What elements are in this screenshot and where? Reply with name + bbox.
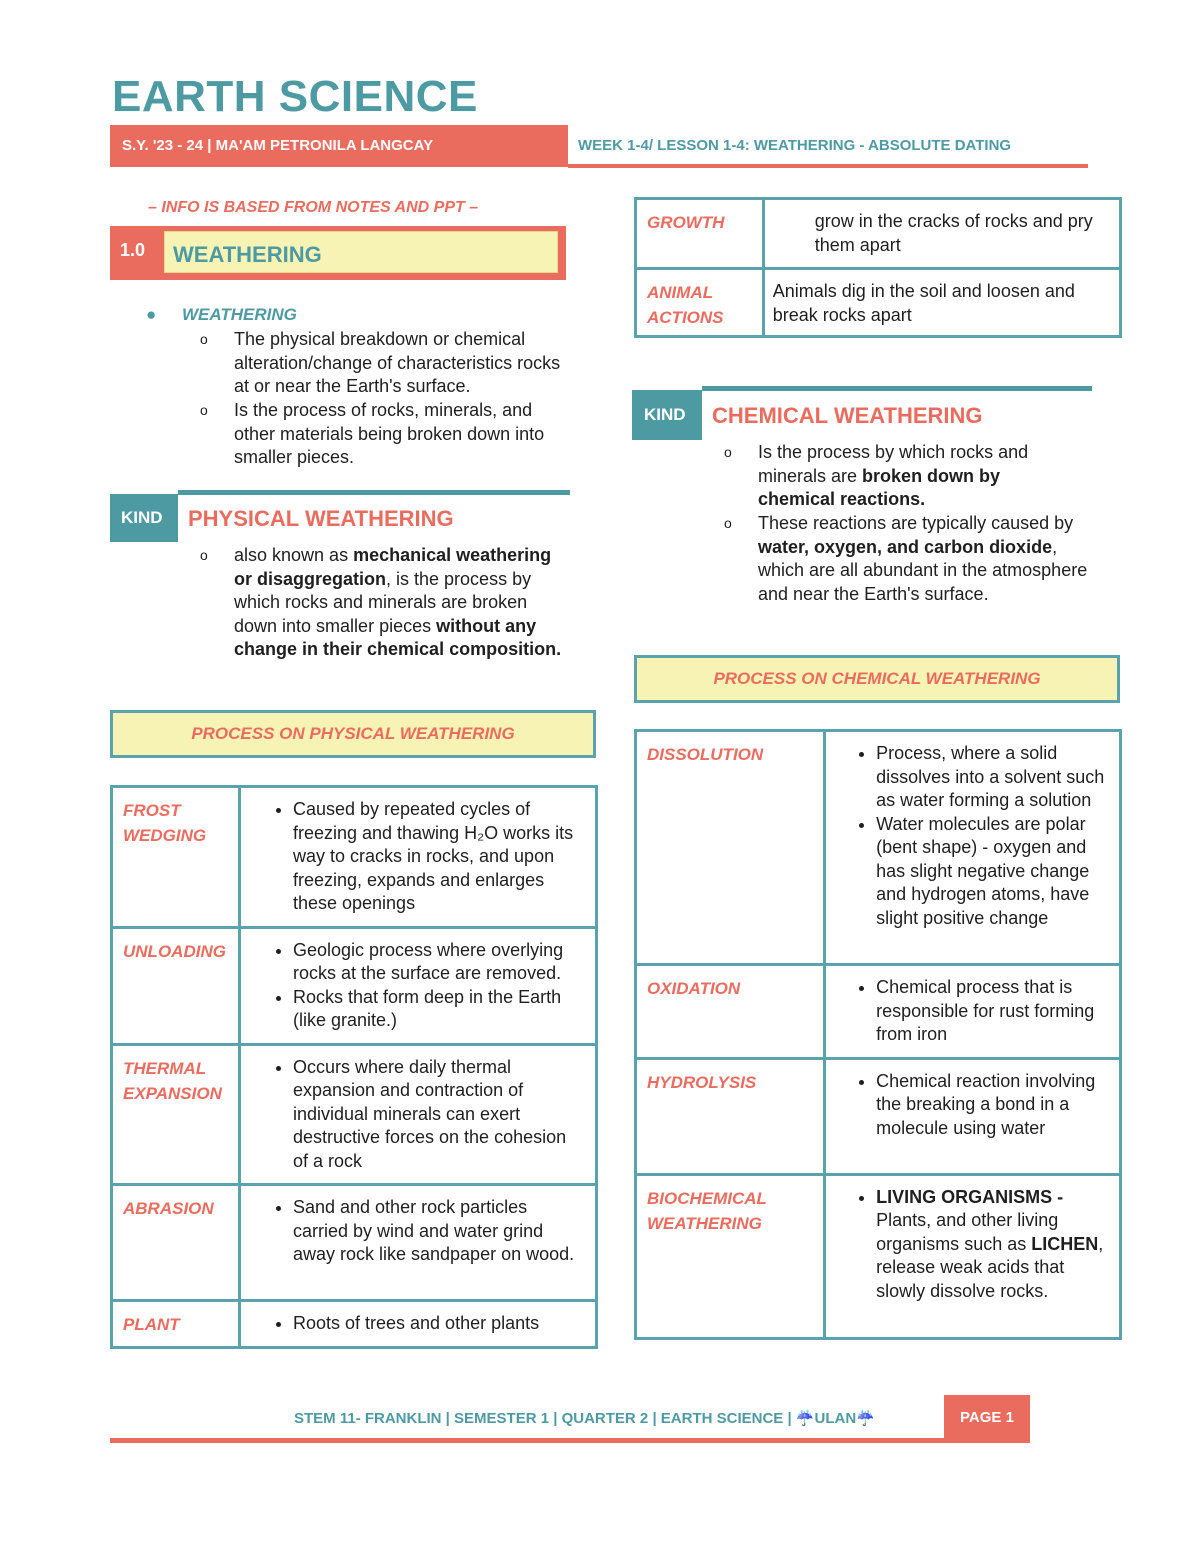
list-item: • Rocks that form deep in the Earth (like granite.) [293, 986, 583, 1033]
process-term: ANIMAL ACTIONS [636, 269, 764, 337]
chemical-definition-1: o Is the process by which rocks and minerals are broken down by chemical reactions. [724, 442, 1029, 509]
process-description: grow in the cracks of rocks and pry them apart [814, 211, 1093, 255]
process-term: UNLOADING [112, 927, 240, 1044]
weathering-definition-1: o The physical breakdown or chemical alteration/change of characteristics rocks at or near the Earth's surface. [200, 329, 561, 396]
circle-bullet-icon: o [724, 515, 732, 531]
physical-process-table [110, 785, 598, 1349]
list-item: • Caused by repeated cycles of freezing and thawing H₂O works its way to cracks in rocks, and upon freezing, expands and enlarges these openings [293, 798, 583, 916]
header-band [110, 125, 568, 167]
process-term: THERMAL EXPANSION [112, 1044, 240, 1185]
list-item: • Process, where a solid dissolves into a solvent such as water forming a solution [876, 742, 1107, 813]
list-item: • Roots of trees and other plants [293, 1312, 583, 1336]
weathering-term: ● WEATHERING [146, 305, 297, 324]
table-row [636, 1058, 1121, 1174]
table-row [636, 965, 1121, 1059]
table-row [636, 199, 1121, 269]
process-term: GROWTH [636, 199, 764, 269]
section-number: 1.0 [120, 240, 146, 260]
section-title: WEATHERING [173, 242, 322, 267]
table-row [112, 927, 597, 1044]
footer-text: STEM 11- FRANKLIN | SEMESTER 1 | QUARTER 2 | EARTH SCIENCE | ☔ULAN☔ [294, 1410, 875, 1427]
table-row [112, 1301, 597, 1348]
process-term: HYDROLYSIS [636, 1058, 825, 1174]
list-item: • Water molecules are polar (bent shape) - oxygen and has slight negative change and hydrogen atoms, have slight positive change [876, 813, 1107, 931]
weathering-definition-2: o Is the process of rocks, minerals, and other materials being broken down into smaller pieces. [200, 400, 545, 467]
table-row [112, 1044, 597, 1185]
bullet-icon: ● [146, 305, 157, 324]
table-row [112, 787, 597, 928]
circle-bullet-icon: o [200, 402, 208, 418]
process-physical-label: PROCESS ON PHYSICAL WEATHERING [110, 710, 596, 758]
school-year-teacher: S.Y. '23 - 24 | MA'AM PETRONILA LANGCAY [122, 137, 434, 154]
process-description: Animals dig in the soil and loosen and break rocks apart [772, 281, 1075, 325]
source-note: – INFO IS BASED FROM NOTES AND PPT – [148, 199, 479, 216]
circle-bullet-icon: o [200, 331, 208, 347]
list-item: • LIVING ORGANISMS - Plants, and other living organisms such as LICHEN, release weak acids that slowly dissolve rocks. [876, 1186, 1107, 1304]
circle-bullet-icon: o [200, 547, 208, 563]
list-item: • Chemical process that is responsible for rust forming from iron [876, 976, 1107, 1047]
header-divider [568, 164, 1088, 168]
footer-divider [110, 1438, 1030, 1443]
process-term: DISSOLUTION [636, 731, 825, 965]
page-title: EARTH SCIENCE [112, 72, 478, 121]
list-item: • Sand and other rock particles carried by wind and water grind away rock like sandpaper on wood. [293, 1196, 583, 1267]
kind-divider [702, 386, 1092, 391]
table-row [636, 1174, 1121, 1338]
process-term: FROST WEDGING [112, 787, 240, 928]
page-number: PAGE 1 [960, 1409, 1014, 1426]
table-row [112, 1185, 597, 1301]
list-item: • Chemical reaction involving the breaking a bond in a molecule using water [876, 1070, 1107, 1141]
kind-divider [178, 490, 570, 495]
kind-tab-chemical: KIND [632, 390, 702, 440]
list-item: • Geologic process where overlying rocks at the surface are removed. [293, 939, 583, 986]
physical-definition: o also known as mechanical weathering or disaggregation, is the process by which rocks and minerals are broken down into smaller pieces without any change in their chemical composition. [200, 545, 562, 659]
process-term: PLANT [112, 1301, 240, 1348]
section-title-box [164, 231, 558, 273]
process-term: BIOCHEMICAL WEATHERING [636, 1174, 825, 1338]
chemical-weathering-title: CHEMICAL WEATHERING [712, 403, 983, 428]
process-chemical-label: PROCESS ON CHEMICAL WEATHERING [634, 655, 1120, 703]
circle-bullet-icon: o [724, 444, 732, 460]
lesson-heading: WEEK 1-4/ LESSON 1-4: WEATHERING - ABSOLUTE DATING [578, 137, 1012, 154]
list-item: • Occurs where daily thermal expansion and contraction of individual minerals can exert destructive forces on the cohesion of a rock [293, 1056, 583, 1174]
process-term: OXIDATION [636, 965, 825, 1059]
table-row [636, 731, 1121, 965]
chemical-process-table [634, 729, 1122, 1340]
chemical-definition-2: o These reactions are typically caused by water, oxygen, and carbon dioxide, which are all abundant in the atmosphere and near the Earth's surface. [724, 513, 1088, 604]
physical-weathering-title: PHYSICAL WEATHERING [188, 506, 454, 531]
process-term: ABRASION [112, 1185, 240, 1301]
table-row [636, 269, 1121, 337]
kind-tab-physical: KIND [110, 494, 178, 542]
physical-process-table-continued [634, 197, 1122, 338]
page-number-badge [944, 1395, 1030, 1441]
section-heading [110, 226, 566, 280]
